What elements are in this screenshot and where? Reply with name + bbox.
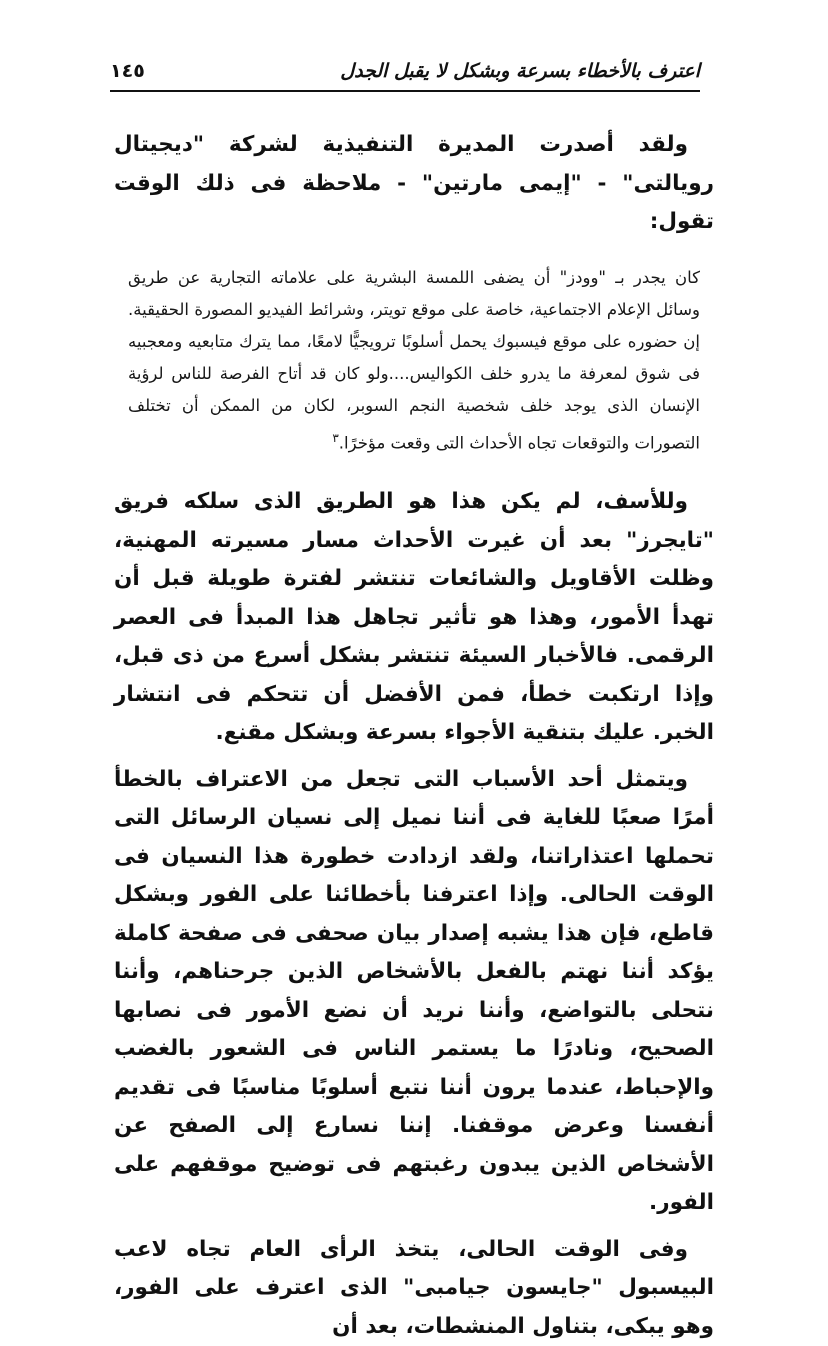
paragraph-3: وفى الوقت الحالى، يتخذ الرأى العام تجاه لاعب البيسبول "جايسون جيامبى" الذى اعترف على الفور، وهو يبكى، بتناول المنشطات، بعد أن xyxy=(114,1231,714,1346)
block-quote xyxy=(128,262,700,460)
header-divider xyxy=(110,90,700,92)
paragraph-2: ويتمثل أحد الأسباب التى تجعل من الاعتراف بالخطأ أمرًا صعبًا للغاية فى أننا نميل إلى نسيان الرسائل التى تحملها اعتذاراتنا، ولقد ازدادت خطورة هذا النسيان فى الوقت الحالى. وإذا اعترفنا بأخطائنا على الفور وبشكل قاطع، فإن هذا يشبه إصدار بيان صحفى فى صفحة كاملة يؤكد أننا نهتم بالفعل بالأشخاص الذين جرحناهم، وأننا نتحلى بالتواضع، وأننا نريد أن نضع الأمور فى نصابها الصحيح، ونادرًا ما يستمر الناس فى الشعور بالغضب والإحباط، عندما يرون أننا نتبع أسلوبًا مناسبًا فى تقديم أنفسنا وعرض موقفنا. إننا نسارع إلى الصفح عن الأشخاص الذين يبدون رغبتهم فى توضيح موقفهم على الفور. xyxy=(114,761,714,1223)
paragraph-1: وللأسف، لم يكن هذا هو الطريق الذى سلكه فريق "تايجرز" بعد أن غيرت الأحداث مسار مسيرته المهنية، وظلت الأقاويل والشائعات تنتشر لفترة طويلة قبل أن تهدأ الأمور، وهذا هو تأثير تجاهل هذا المبدأ فى العصر الرقمى. فالأخبار السيئة تنتشر بشكل أسرع من ذى قبل، وإذا ارتكبت خطأ، فمن الأفضل أن تتحكم فى انتشار الخبر. عليك بتنقية الأجواء بسرعة وبشكل مقنع. xyxy=(114,483,714,753)
quote-text: كان يجدر بـ "وودز" أن يضفى اللمسة البشرية على علاماته التجارية عن طريق وسائل الإعلام الاجتماعية، خاصة على موقع تويتر، وشرائط الفيديو المصورة الحقيقية. إن حضوره على موقع فيسبوك يحمل أسلوبًا ترويجيًّا لامعًا، مما يترك متابعيه ومعجبيه فى شوق لمعرفة ما يدرو خلف الكواليس....ولو كان قد أتاح الفرصة للناس لرؤية الإنسان الذى يوجد خلف شخصية النجم السوبر، لكان من الممكن أن تختلف التصورات والتوقعات تجاه الأحداث التى وقعت مؤخرًا. xyxy=(128,268,700,453)
body-text xyxy=(114,126,714,1346)
intro-paragraph: ولقد أصدرت المديرة التنفيذية لشركة "ديجيتال رويالتى" - "إيمى مارتين" - ملاحظة فى ذلك الوقت تقول: xyxy=(114,126,714,242)
running-header xyxy=(110,54,700,94)
running-header-title: اعترف بالأخطاء بسرعة وبشكل لا يقبل الجدل xyxy=(340,60,700,82)
footnote-marker: ٣ xyxy=(332,431,338,445)
page-number: ١٤٥ xyxy=(110,60,145,82)
